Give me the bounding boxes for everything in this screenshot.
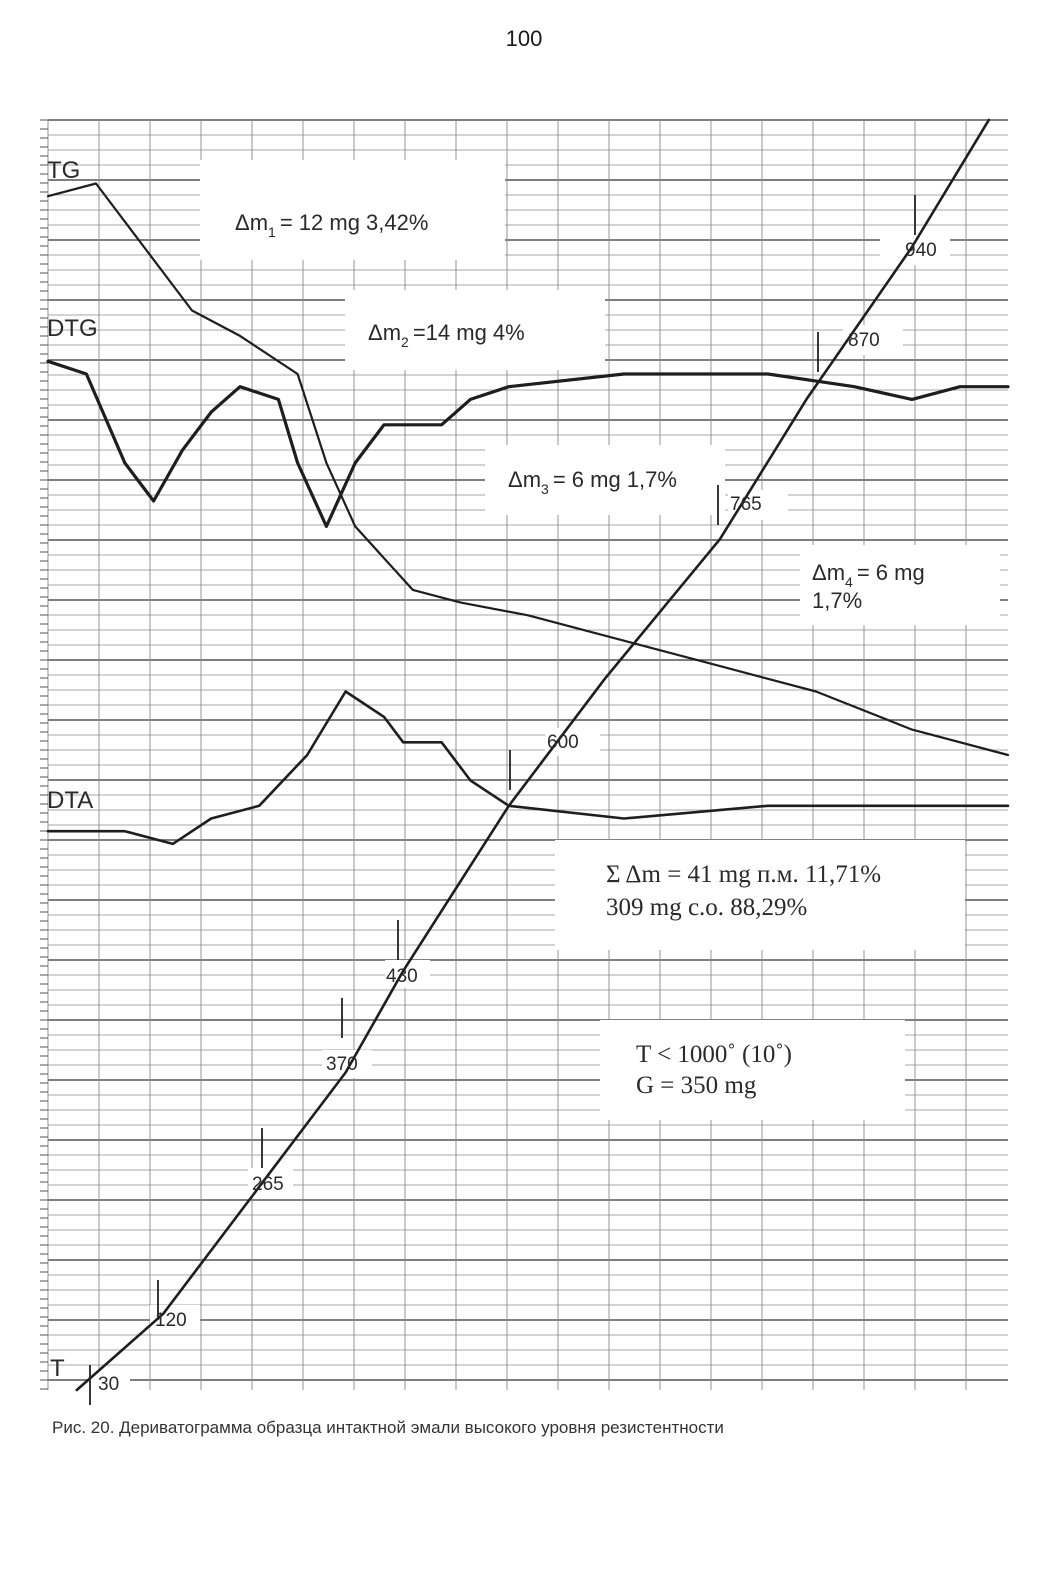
mass-loss-4-pct: 1,7% xyxy=(812,588,863,613)
temp-label-940: 940 xyxy=(905,240,937,261)
temp-label-370: 370 xyxy=(326,1054,358,1075)
curve-label-dtg: DTG xyxy=(47,315,98,342)
conditions-line-2: G = 350 mg xyxy=(636,1072,757,1099)
temp-label-430: 430 xyxy=(386,966,418,987)
curve-label-tg: TG xyxy=(47,157,81,184)
temp-label-765: 765 xyxy=(730,494,762,515)
conditions-line-1: T < 1000˚ (10˚) xyxy=(636,1041,792,1068)
mass-loss-1: $\Delta m_1 = 12$ mg 3,42% xyxy=(235,210,429,240)
box-dm4 xyxy=(800,545,1000,625)
box-conditions xyxy=(600,1020,905,1120)
summary-line-1: Σ Δm = 41 mg п.м. 11,71% xyxy=(606,861,882,888)
temp-label-30: 30 xyxy=(98,1374,120,1395)
mass-loss-2: $\Delta m_2 =14$ mg 4% xyxy=(368,320,525,350)
temp-label-870: 870 xyxy=(848,330,880,351)
figure-caption: Рис. 20. Дериватограмма образца интактной эмали высокого уровня резистентности xyxy=(52,1418,724,1437)
temp-label-120: 120 xyxy=(155,1310,187,1331)
chart-labels xyxy=(47,157,925,1382)
mass-loss-4: $\Delta m_4 = 6$ mg xyxy=(812,560,925,590)
mass-loss-3: $\Delta m_3 = 6$ mg 1,7% xyxy=(508,467,677,497)
curve-label-dta: DTA xyxy=(47,787,94,814)
temp-label-600: 600 xyxy=(547,732,579,753)
curve-label-t: T xyxy=(50,1355,65,1382)
temp-label-265: 265 xyxy=(252,1174,284,1195)
page-number: 100 xyxy=(505,26,543,51)
summary-line-2: 309 mg с.о. 88,29% xyxy=(606,894,808,921)
